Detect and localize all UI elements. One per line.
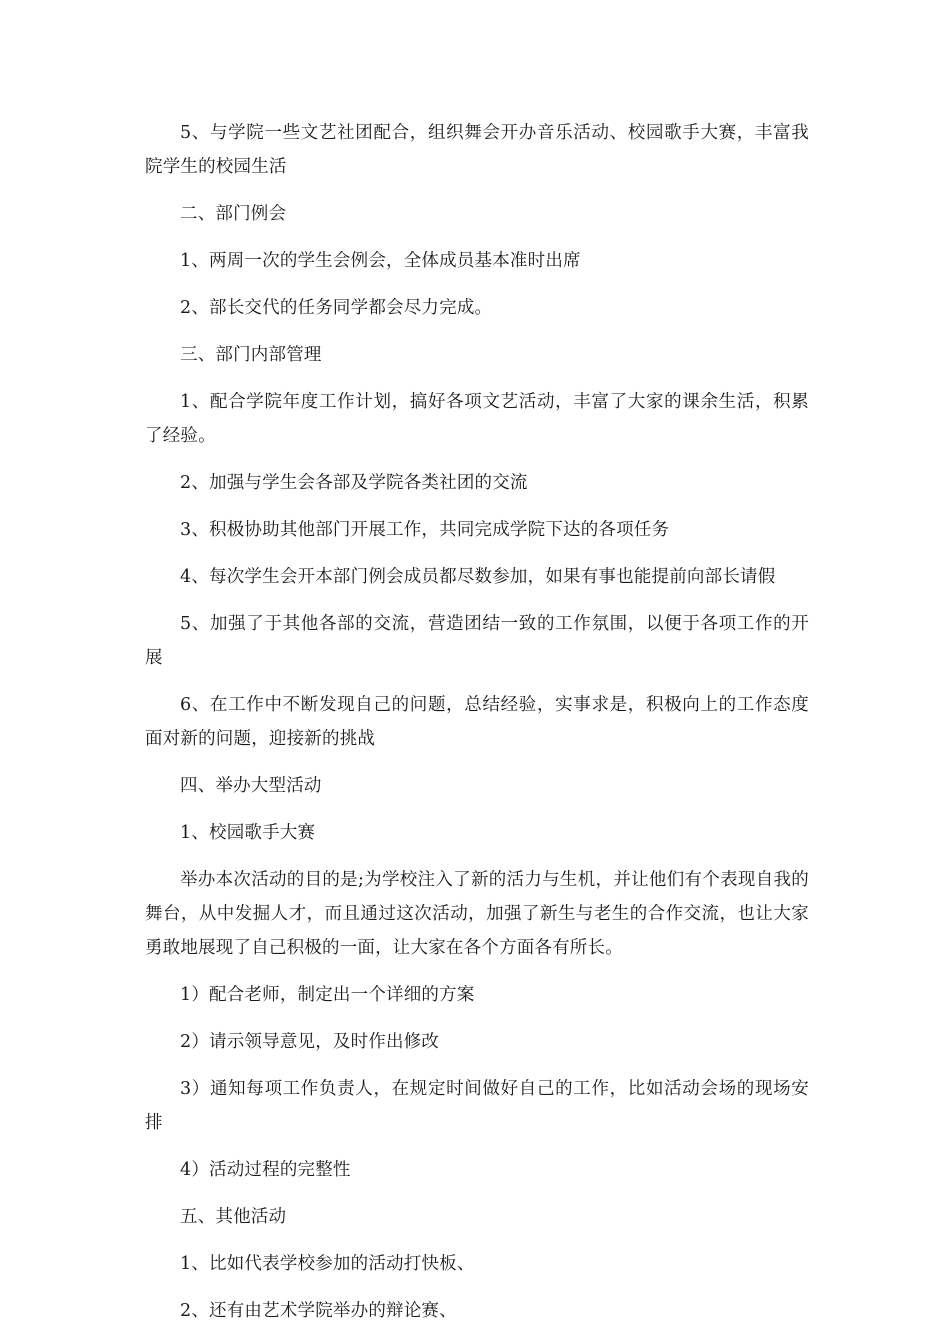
- list-item: 1）配合老师，制定出一个详细的方案: [180, 985, 475, 1005]
- section-heading: 四、举办大型活动: [180, 776, 322, 796]
- section-heading: 五、其他活动: [180, 1207, 287, 1227]
- list-item: 4）活动过程的完整性: [180, 1160, 351, 1180]
- paragraph: 1、配合学院年度工作计划，搞好各项文艺活动，丰富了大家的课余生活，积累了经验。: [145, 392, 809, 446]
- paragraph: 举办本次活动的目的是;为学校注入了新的活力与生机，并让他们有个表现自我的舞台，从中发掘人才，而且通过这次活动，加强了新生与老生的合作交流，也让大家勇敢地展现了自己积极的一面，让大家在各个方面各有所长。: [145, 870, 809, 958]
- paragraph: 5、与学院一些文艺社团配合，组织舞会开办音乐活动、校园歌手大赛，丰富我院学生的校园生活: [145, 123, 809, 177]
- paragraph: 1、两周一次的学生会例会，全体成员基本准时出席: [180, 251, 581, 271]
- paragraph: 4、每次学生会开本部门例会成员都尽数参加，如果有事也能提前向部长请假: [180, 567, 776, 587]
- paragraph: 2、还有由艺术学院举办的辩论赛、: [180, 1301, 457, 1321]
- paragraph: 5、加强了于其他各部的交流，营造团结一致的工作氛围，以便于各项工作的开展: [145, 614, 809, 668]
- paragraph: 2、加强与学生会各部及学院各类社团的交流: [180, 473, 528, 493]
- paragraph: 2、部长交代的任务同学都会尽力完成。: [180, 298, 493, 318]
- document-body: [145, 116, 809, 1341]
- paragraph: 1、比如代表学校参加的活动打快板、: [180, 1254, 475, 1274]
- section-heading: 三、部门内部管理: [180, 345, 322, 365]
- section-heading: 二、部门例会: [180, 204, 287, 224]
- paragraph: 3、积极协助其他部门开展工作，共同完成学院下达的各项任务: [180, 520, 670, 540]
- list-item: 2）请示领导意见，及时作出修改: [180, 1032, 440, 1052]
- paragraph: 6、在工作中不断发现自己的问题，总结经验，实事求是，积极向上的工作态度面对新的问题，迎接新的挑战: [145, 695, 809, 749]
- list-item: 3）通知每项工作负责人，在规定时间做好自己的工作，比如活动会场的现场安排: [145, 1079, 809, 1133]
- subsection-heading: 1、校园歌手大赛: [180, 823, 316, 843]
